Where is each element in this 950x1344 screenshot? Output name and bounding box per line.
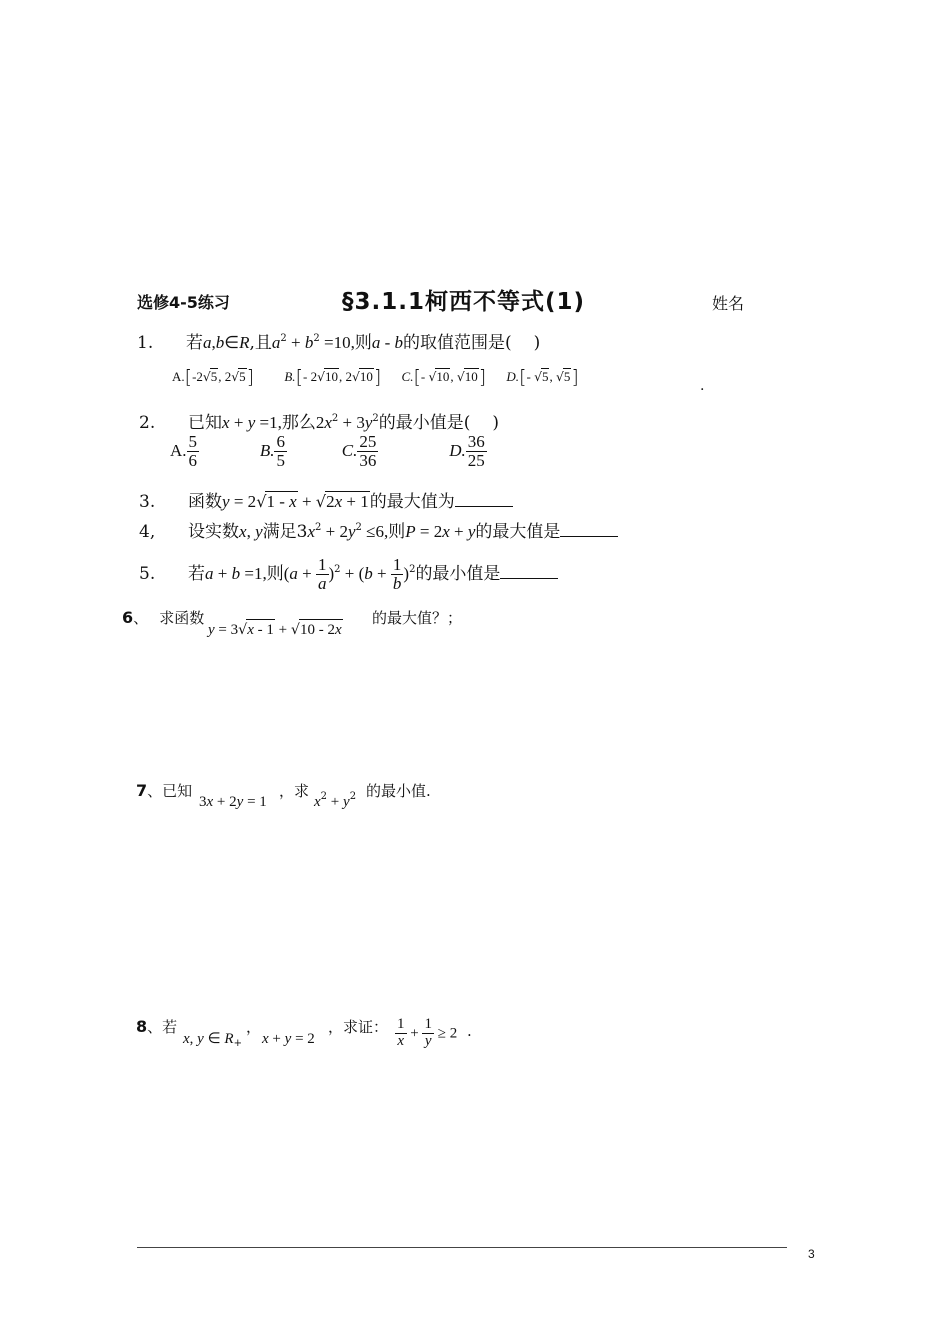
answer-blank[interactable] — [500, 564, 558, 579]
question-number: 5. — [139, 563, 156, 584]
question-number: 2. — [139, 413, 156, 433]
trailing-dot: . — [700, 378, 705, 394]
question-8: 8、若 — [136, 1017, 178, 1036]
question-6-tail: 的最大值？； — [372, 609, 463, 627]
question-number: 6 — [122, 608, 134, 627]
question-number: 4, — [139, 522, 156, 542]
question-number: 8 — [136, 1017, 148, 1036]
option-d: D. $\frac{36}{25}$ — [449, 432, 485, 470]
question-2: 2. 已知x + y =1,那么$2x^2 + 3y^2$的最小值是( ) — [139, 413, 500, 433]
option-b: B.[- 2√10, 2√10] — [284, 366, 382, 388]
question-1-options — [172, 366, 579, 388]
option-d: D.[- √5, √5] — [506, 366, 579, 388]
question-2-options — [170, 433, 487, 470]
answer-blank[interactable] — [560, 522, 618, 537]
question-6-formula: y = 3√x - 1 + √10 - 2x — [208, 620, 343, 639]
option-a: A.[-2√5, 2√5] — [172, 366, 255, 388]
question-7: 7、已知 — [136, 781, 193, 800]
question-6: 6、 求函数 — [122, 608, 205, 627]
question-7-condition: 3x + 2y = 1 — [199, 794, 267, 810]
question-8-domain: x, y ∈ $R_+$ — [183, 1031, 242, 1049]
question-8-condition: x + y = 2 — [262, 1031, 315, 1047]
option-c: C. $\frac{25}{36}$ — [341, 432, 377, 470]
question-7-mid: ，求 — [279, 782, 310, 800]
question-3: 3. 函数y = 2√1 - x + √2x + 1的最大值为 — [139, 487, 513, 512]
page-title: §3.1.1柯西不等式(1) — [342, 289, 586, 315]
answer-blank[interactable] — [455, 492, 513, 507]
question-8-sep1: ， — [246, 1018, 262, 1036]
question-number: 7 — [136, 781, 148, 800]
question-7-tail: 的最小值. — [366, 782, 431, 800]
question-8-prove: ，求证： — [328, 1018, 389, 1036]
option-b: B. $\frac{6}{5}$ — [259, 432, 285, 470]
question-8-tail: . — [467, 1022, 472, 1040]
option-c: C.[- √10, √10] — [401, 366, 487, 388]
page-number: 3 — [808, 1247, 815, 1261]
course-label: 选修4-5练习 — [137, 293, 230, 312]
question-7-expression: $x^2 + y^2$ — [314, 791, 357, 810]
name-label: 姓名 — [712, 294, 745, 313]
question-5: 5. 若a + b =1,则(a + $\frac{1}{a}$ )$^2$ + (b + $\frac{1}{b}$ )$^2$的最小值是 — [139, 556, 558, 593]
question-number: 3. — [139, 492, 156, 512]
question-number: 1. — [137, 333, 154, 353]
question-8-inequality: $\frac{1}{x}$ + $\frac{1}{y}$ ≥ 2 — [397, 1016, 458, 1049]
question-4: 4, 设实数x, y满足$3x^2 + 2y^2 \le 6$,则P = 2x + y的最大值是 — [139, 517, 618, 542]
footer-rule — [137, 1247, 787, 1248]
option-a: A. $\frac{5}{6}$ — [170, 432, 198, 470]
question-1: 1. 若a,b∈R,且$a^2 + b^2 =10$,则a - b的取值范围是( ) — [137, 333, 541, 353]
